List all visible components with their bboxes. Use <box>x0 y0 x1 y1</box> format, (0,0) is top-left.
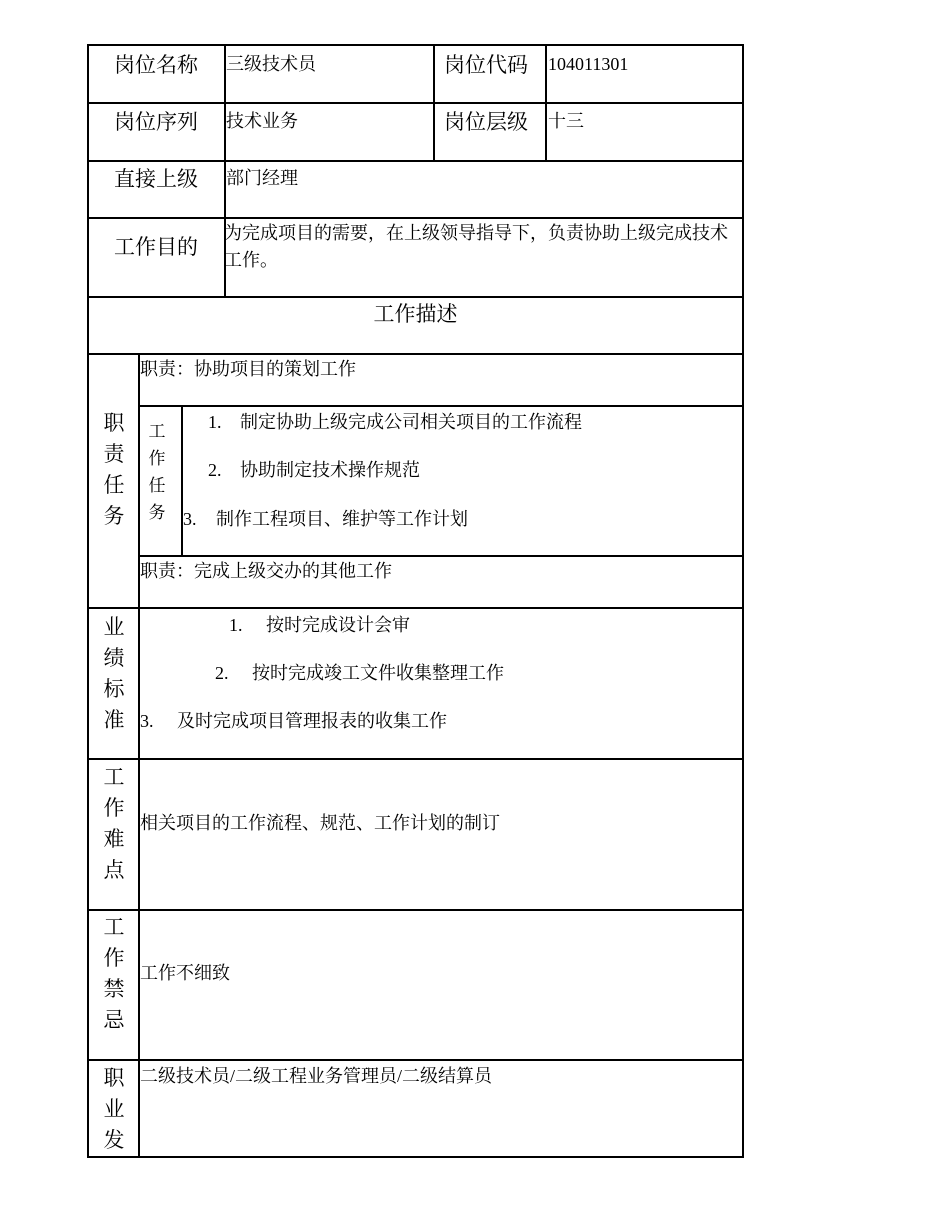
table-border <box>87 1059 744 1061</box>
performance-number: 1. <box>229 615 243 635</box>
purpose-label: 工作目的 <box>114 235 198 259</box>
performance-label: 业 绩 标 准 <box>103 615 125 732</box>
task-text: 制作工程项目、维护等工作计划 <box>216 509 468 529</box>
table-border <box>87 160 744 162</box>
superior-value: 部门经理 <box>226 168 298 188</box>
table-border <box>433 44 435 161</box>
performance-text: 按时完成竣工文件收集整理工作 <box>252 663 504 683</box>
purpose-value: 为完成项目的需要，在上级领导指导下，负责协助上级完成技术工作。 <box>224 223 728 270</box>
performance-number: 2. <box>215 663 229 683</box>
duty-2-title: 职责：完成上级交办的其他工作 <box>140 561 392 581</box>
table-border <box>138 405 744 407</box>
taboo-label: 工 作 禁 忌 <box>103 915 125 1032</box>
table-border <box>181 405 183 557</box>
tasks-label: 工 作 任 务 <box>148 422 166 522</box>
post-sequence-label: 岗位序列 <box>114 110 198 134</box>
task-number: 1. <box>208 412 222 432</box>
post-code-label: 岗位代码 <box>444 53 528 77</box>
post-code-value: 104011301 <box>548 54 629 74</box>
post-name-label: 岗位名称 <box>114 53 198 77</box>
difficulty-label: 工 作 难 点 <box>103 765 125 882</box>
difficulty-text: 相关项目的工作流程、规范、工作计划的制订 <box>140 813 500 833</box>
table-border <box>87 44 89 1158</box>
post-level-value: 十三 <box>548 111 584 131</box>
table-border <box>87 217 744 219</box>
table-border <box>87 909 744 911</box>
career-label: 职 业 发 <box>103 1066 125 1152</box>
duty-1-title: 职责：协助项目的策划工作 <box>140 359 356 379</box>
task-number: 2. <box>208 460 222 480</box>
table-border <box>87 353 744 355</box>
task-text: 制定协助上级完成公司相关项目的工作流程 <box>240 412 582 432</box>
table-border <box>742 44 744 1158</box>
table-border <box>545 44 547 161</box>
description-title: 工作描述 <box>373 302 458 326</box>
table-border <box>87 44 744 46</box>
table-border <box>87 1156 744 1158</box>
table-border <box>138 555 744 557</box>
table-border <box>87 296 744 298</box>
performance-number: 3. <box>140 711 154 731</box>
performance-text: 按时完成设计会审 <box>266 615 410 635</box>
duties-label: 职 责 任 务 <box>103 411 125 528</box>
table-border <box>87 607 744 609</box>
table-border <box>87 102 744 104</box>
performance-text: 及时完成项目管理报表的收集工作 <box>177 711 447 731</box>
taboo-text: 工作不细致 <box>140 963 230 983</box>
post-level-label: 岗位层级 <box>444 110 528 134</box>
superior-label: 直接上级 <box>114 167 198 191</box>
table-border <box>87 758 744 760</box>
task-text: 协助制定技术操作规范 <box>240 460 420 480</box>
post-name-value: 三级技术员 <box>226 54 316 74</box>
table-border <box>138 353 140 1158</box>
task-number: 3. <box>183 509 197 529</box>
post-sequence-value: 技术业务 <box>226 111 298 131</box>
career-text: 二级技术员/二级工程业务管理员/二级结算员 <box>140 1066 492 1086</box>
